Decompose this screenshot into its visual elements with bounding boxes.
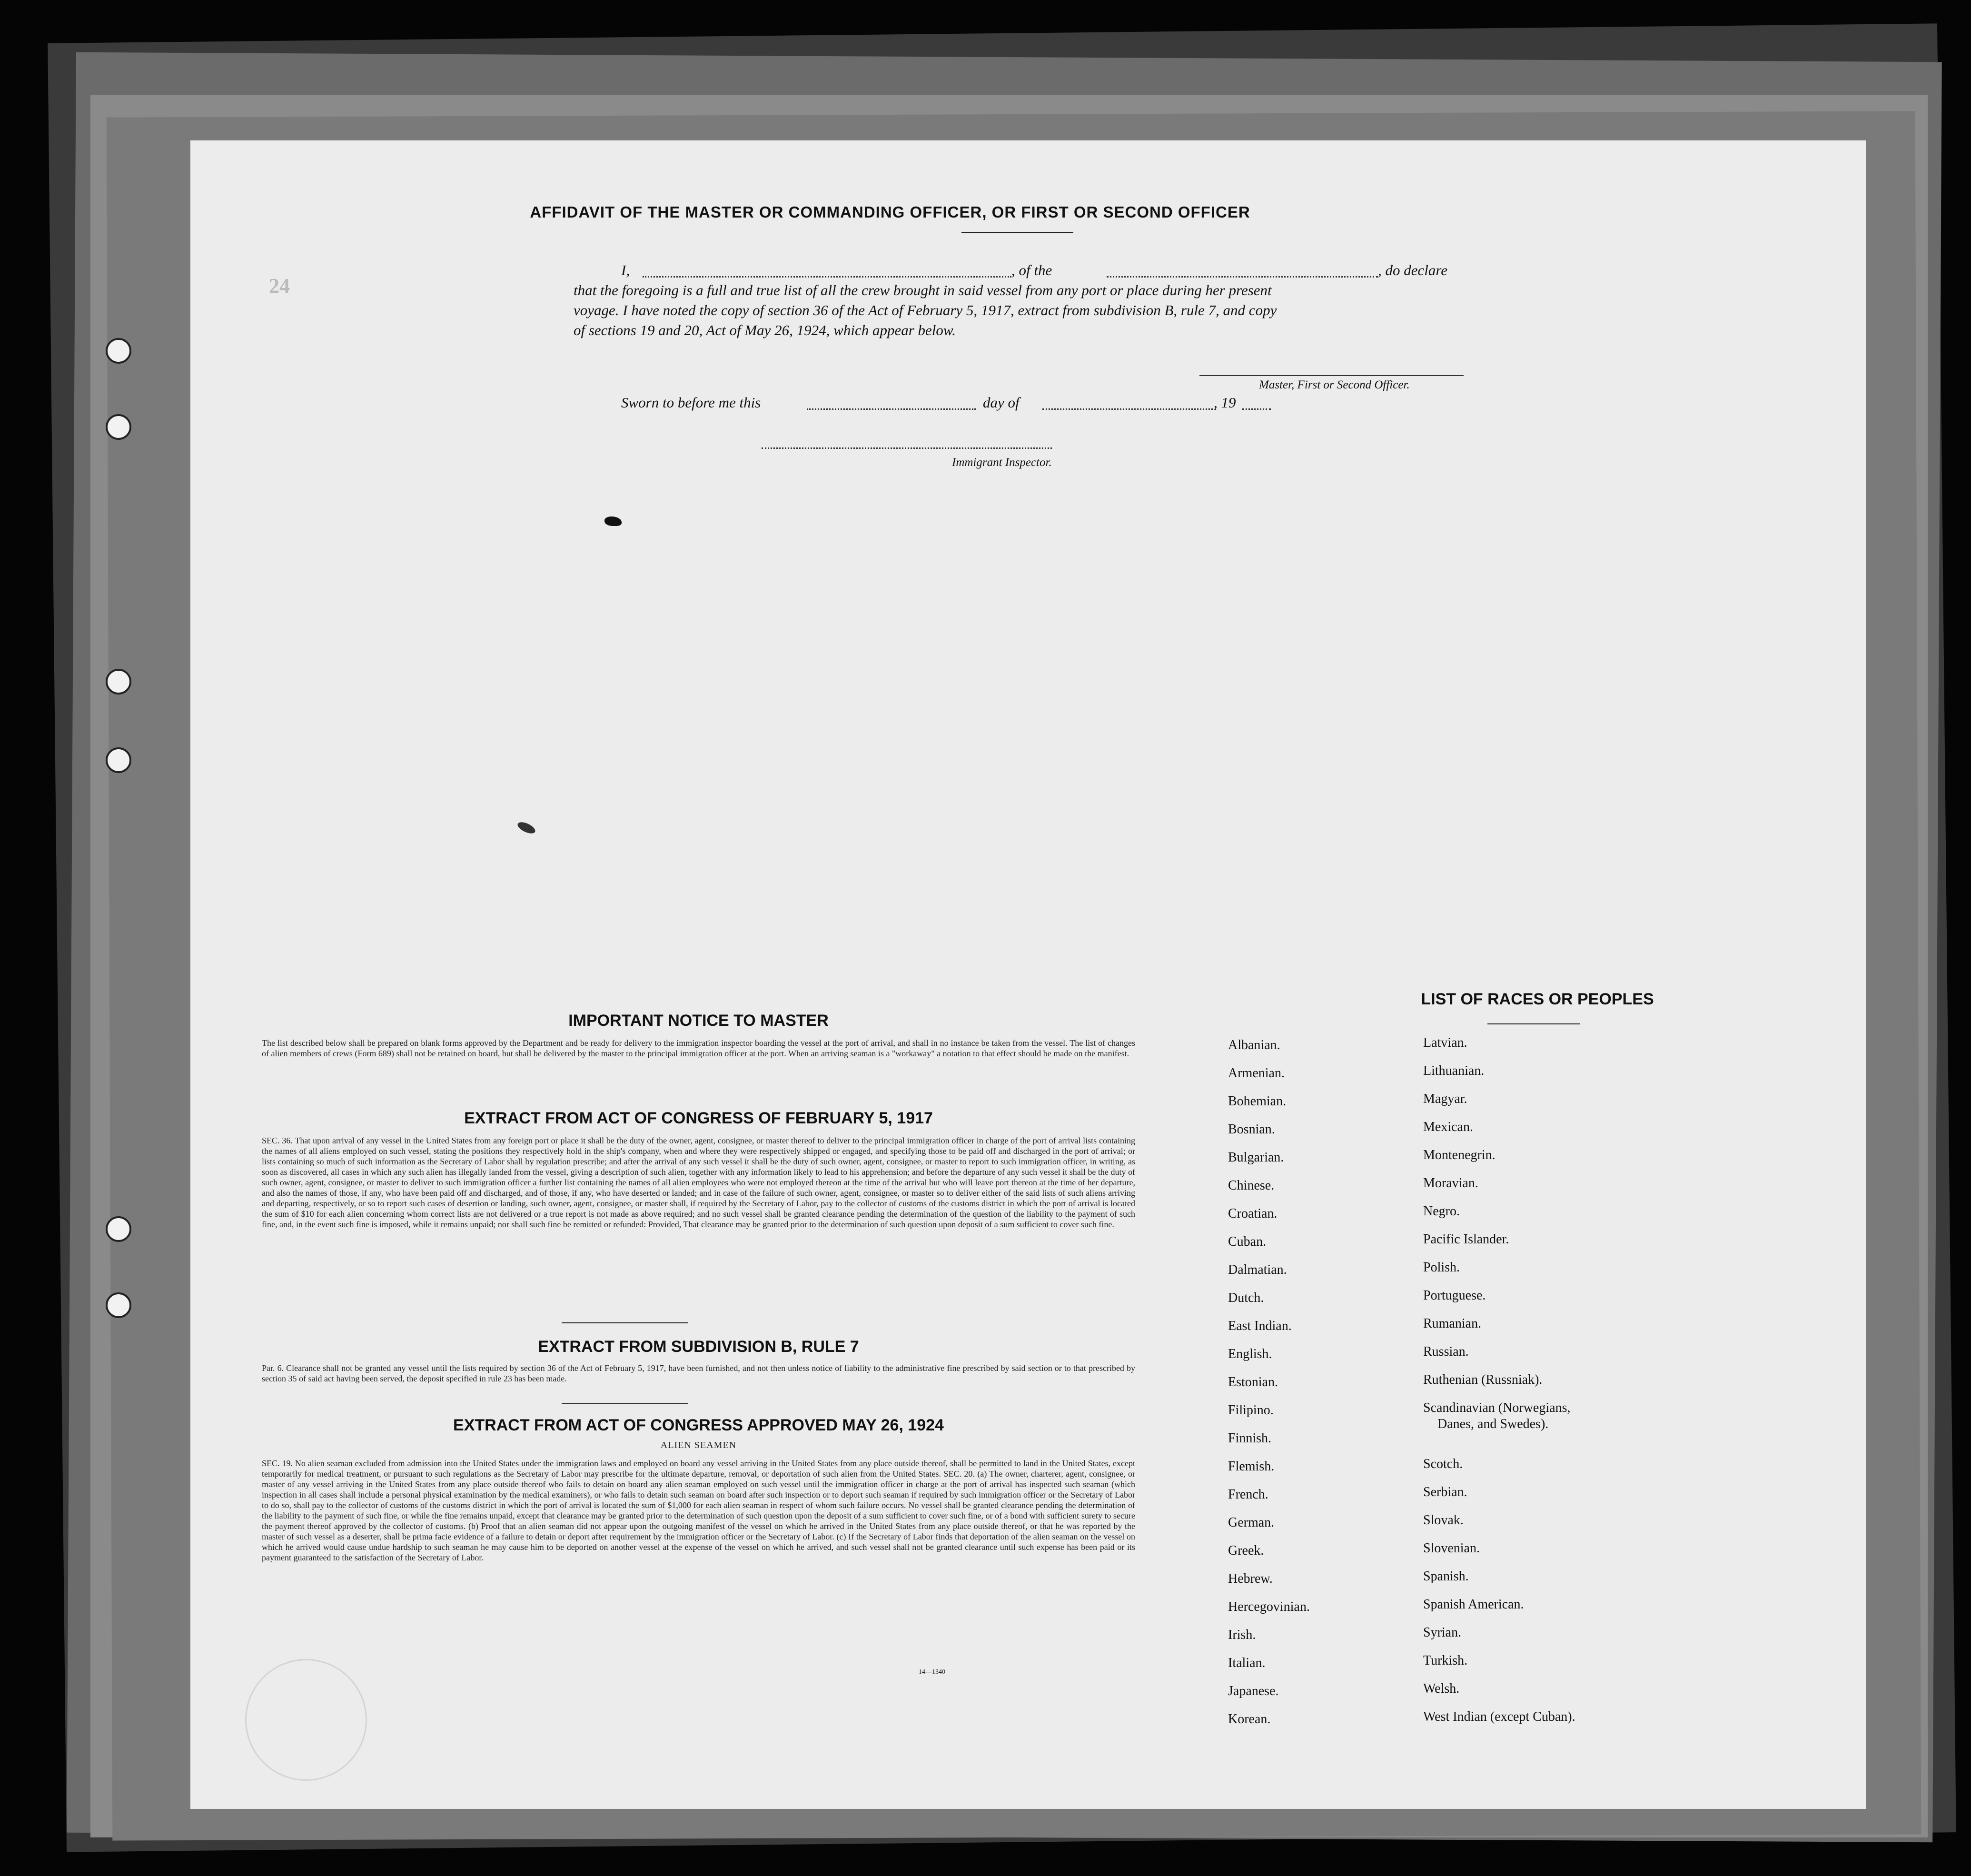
race-item: Russian. [1423, 1344, 1469, 1359]
punch-hole [106, 669, 131, 695]
race-item: Slovenian. [1423, 1541, 1480, 1556]
race-item: Chinese. [1228, 1178, 1275, 1193]
race-item: West Indian (except Cuban). [1423, 1709, 1575, 1724]
race-item: Croatian. [1228, 1206, 1278, 1221]
race-item: Slovak. [1423, 1513, 1464, 1528]
race-item: Serbian. [1423, 1485, 1467, 1499]
race-item: Mexican. [1423, 1120, 1473, 1134]
race-item: Italian. [1228, 1656, 1266, 1670]
master-signature-field[interactable] [1199, 375, 1464, 376]
race-item: Rumanian. [1423, 1316, 1482, 1331]
race-item: Danes, and Swedes). [1437, 1417, 1549, 1431]
race-item: Filipino. [1228, 1403, 1274, 1418]
race-item: Syrian. [1423, 1625, 1462, 1640]
race-item: Scotch. [1423, 1457, 1463, 1471]
race-item: Spanish American. [1423, 1597, 1524, 1612]
i-label: I, [621, 262, 630, 278]
extract-1924-text: SEC. 19. No alien seaman excluded from admission into the United States under the immigration laws and employed on board any vessel arriving in the United States from any place outside thereof, shall be permitted to land in the United States, except temporarily for medical treatment, or pursuant to such regulations as the Secretary of Labor may prescribe for the ultimate departure, removal, or deportation of such alien from the United States. SEC. 20. (a) The owner, charterer, agent, consignee, or master of any vessel arriving in the United States from any place outside thereof who fails to detain on board any alien seaman employed on such vessel until the immigration officer in charge at the port of arrival has inspected such seaman (which inspection in all cases shall include a personal physical examination by the medical examiners), or who fails to detain such seaman on board after such inspection or to deport such seaman if required by such immigration officer or the Secretary of Labor to do so, shall pay to the collector of customs of the customs district in which the port of arrival is located the sum of $1,000 for each alien seaman in respect of whom such failure occurs. No vessel shall be granted clearance pending the determination of the liability to the payment of such fine, or while the fine remains unpaid, except that clearance may be granted prior to the determination of such question upon the deposit of a sum sufficient to cover such fine, or of a bond with sufficient surety to secure the payment thereof approved by the collector of customs. (b) Proof that an alien seaman did not appear upon the outgoing manifest of the vessel on which he arrived in the United States from any place outside thereof, or that he was reported by the master of such vessel as a deserter, shall be prima facie evidence of a failure to detain or deport after requirement by the immigration officer or the Secretary of Labor. (c) If the Secretary of Labor finds that deportation of the alien seaman on the vessel on which he arrived would cause undue hardship to such seaman he may cause him to be deported on another vessel at the expense of the vessel on which he arrived, and such vessel shall not be granted clearance until such expense has been paid or its payment guaranteed to the satisfaction of the Secretary of Labor. [262, 1459, 1135, 1562]
sworn-day-field[interactable] [807, 408, 976, 410]
declaration-line-1 [621, 262, 630, 279]
declaration-line-4: of sections 19 and 20, Act of May 26, 1924, which appear below. [574, 322, 956, 338]
year-label: , 19 [1214, 394, 1236, 411]
race-item: Polish. [1423, 1260, 1460, 1275]
punch-hole [106, 338, 131, 364]
races-column-1 [1228, 1038, 1310, 1740]
faded-stamp [245, 1659, 367, 1781]
ink-mark [604, 516, 622, 526]
notice-title: IMPORTANT NOTICE TO MASTER [568, 1012, 829, 1030]
race-item: French. [1228, 1487, 1268, 1502]
race-item: Scandinavian (Norwegians, [1423, 1400, 1571, 1415]
punch-hole [106, 747, 131, 773]
section-divider [562, 1403, 688, 1404]
ink-mark [516, 820, 537, 835]
race-item: Dutch. [1228, 1290, 1264, 1305]
race-item: Welsh. [1423, 1681, 1460, 1696]
declare-label: , do declare [1378, 262, 1448, 278]
punch-hole [106, 414, 131, 440]
race-item: Latvian. [1423, 1035, 1467, 1050]
alien-seamen-subtitle: ALIEN SEAMEN [660, 1440, 737, 1450]
race-item: East Indian. [1228, 1319, 1292, 1333]
race-item: Bulgarian. [1228, 1150, 1284, 1165]
race-item: Greek. [1228, 1543, 1264, 1558]
race-item: Korean. [1228, 1712, 1271, 1727]
race-item: Moravian. [1423, 1176, 1478, 1191]
race-item: Montenegrin. [1423, 1148, 1496, 1162]
races-divider [1487, 1023, 1580, 1024]
sworn-month-field[interactable] [1042, 408, 1216, 410]
day-of-label: day of [983, 394, 1020, 411]
document-page [190, 140, 1866, 1809]
race-item: Turkish. [1423, 1653, 1468, 1668]
sworn-label: Sworn to before me this [621, 394, 761, 411]
notice-text: The list described below shall be prepared on blank forms approved by the Department and be ready for delivery to the immigration inspector boarding the vessel at the port of arrival, and shall in no instance be taken from the vessel. The list of changes of alien members of crews (Form 689) shall not be retained on board, but shall be delivered by the master to the principal immigration officer at the port. When an arriving seaman is a "workaway" a notation to that effect should be made on the manifest. [262, 1038, 1135, 1058]
declaration-line-3: voyage. I have noted the copy of section 36 of the Act of February 5, 1917, extract from subdivision B, rule 7, and copy [574, 302, 1277, 318]
race-item: Bosnian. [1228, 1122, 1275, 1137]
rule-7-title: EXTRACT FROM SUBDIVISION B, RULE 7 [538, 1338, 859, 1356]
form-number: 14—1340 [919, 1668, 945, 1676]
master-label: Master, First or Second Officer. [1259, 378, 1410, 391]
of-the-label: , of the [1011, 262, 1052, 278]
extract-1917-text: SEC. 36. That upon arrival of any vessel in the United States from any foreign port or place it shall be the duty of the owner, agent, consignee, or master thereof to deliver to the principal immigration officer in charge of the port of arrival lists containing the names of all aliens employed on such vessel, stating the positions they respectively hold in the ship's company, when and where they were respectively shipped or engaged, and specifying those to be paid off and discharged in the port of arrival; or lists containing so much of such information as the Secretary of Labor shall by regulation prescribe; and after the arrival of any such vessel it shall be the duty of such owner, agent, consignee, or master to report to such immigration officer, in writing, as soon as discovered, all cases in which any such alien has illegally landed from the vessel, giving a description of such alien, together with any information likely to lead to his apprehension; and before the departure of any such vessel it shall be the duty of such owner, agent, consignee, or master to deliver to such immigration officer a further list containing the names of all alien employees who were not employed thereon at the time of the arrival but who will leave port thereon at the time of her departure, and also the names of those, if any, who have been paid off and discharged, and of those, if any, who have deserted or landed; and in case of the failure of such owner, agent, consignee, or master so to deliver either of the said lists of such aliens arriving and departing, respectively, or so to report such cases of desertion or landing, such owner, agent, consignee, or master shall, if required by the Secretary of Labor, pay to the collector of customs of the customs district in which the port of arrival is located the sum of $10 for each alien concerning whom correct lists are not delivered or a true report is not made as above required; and no such vessel shall be granted clearance pending the determination of the question of the liability to the payment of such fine, and, in the event such fine is imposed, while it remains unpaid; nor shall such fine be remitted or refunded: Provided, That clearance may be granted prior to the determination of such question upon deposit of a sum sufficient to cover such fine. [262, 1136, 1135, 1229]
race-item: Lithuanian. [1423, 1063, 1485, 1078]
race-item: Portuguese. [1423, 1288, 1486, 1303]
punch-hole [106, 1292, 131, 1318]
race-item: Ruthenian (Russniak). [1423, 1372, 1543, 1387]
race-item: Spanish. [1423, 1569, 1469, 1584]
title-divider [961, 232, 1073, 233]
punch-hole [106, 1216, 131, 1242]
declaration-line-2: that the foregoing is a full and true list of all the crew brought in said vessel from any port or place during her present [574, 282, 1272, 298]
race-item: Cuban. [1228, 1234, 1267, 1249]
race-item: German. [1228, 1515, 1275, 1530]
name-field[interactable] [643, 276, 1011, 278]
race-item: Hebrew. [1228, 1571, 1273, 1586]
races-column-2 [1423, 1035, 1575, 1737]
race-item: Dalmatian. [1228, 1262, 1287, 1277]
race-item: Finnish. [1228, 1431, 1272, 1446]
inspector-label: Immigrant Inspector. [952, 456, 1052, 469]
race-item: Magyar. [1423, 1092, 1467, 1106]
race-item: Flemish. [1228, 1459, 1275, 1474]
section-divider [562, 1322, 688, 1323]
race-item: Bohemian. [1228, 1094, 1287, 1109]
race-item: Hercegovinian. [1228, 1599, 1310, 1614]
rule-7-text: Par. 6. Clearance shall not be granted any vessel until the lists required by section 36 of the Act of February 5, 1917, have been furnished, and not then unless notice of liability to the administrative fine prescribed by said section or to that prescribed by section 35 of said act having been served, the deposit specified in rule 23 has been made. [262, 1363, 1135, 1383]
inspector-signature-field[interactable] [762, 447, 1052, 449]
race-item: Albanian. [1228, 1038, 1280, 1052]
sworn-year-field[interactable] [1242, 408, 1271, 410]
race-item: Armenian. [1228, 1066, 1285, 1081]
race-item: English. [1228, 1347, 1272, 1361]
race-item: Pacific Islander. [1423, 1232, 1509, 1247]
race-item: Irish. [1228, 1628, 1256, 1642]
margin-number: 24 [269, 274, 290, 298]
vessel-field[interactable] [1107, 276, 1378, 278]
affidavit-title: AFFIDAVIT OF THE MASTER OR COMMANDING OFFICER, OR FIRST OR SECOND OFFICER [530, 203, 1250, 221]
race-item: Negro. [1423, 1204, 1460, 1219]
race-item: Estonian. [1228, 1375, 1278, 1390]
extract-1924-title: EXTRACT FROM ACT OF CONGRESS APPROVED MAY 26, 1924 [453, 1416, 944, 1434]
race-item: Japanese. [1228, 1684, 1279, 1698]
races-title: LIST OF RACES OR PEOPLES [1421, 990, 1654, 1008]
extract-1917-title: EXTRACT FROM ACT OF CONGRESS OF FEBRUARY 5, 1917 [464, 1109, 933, 1127]
